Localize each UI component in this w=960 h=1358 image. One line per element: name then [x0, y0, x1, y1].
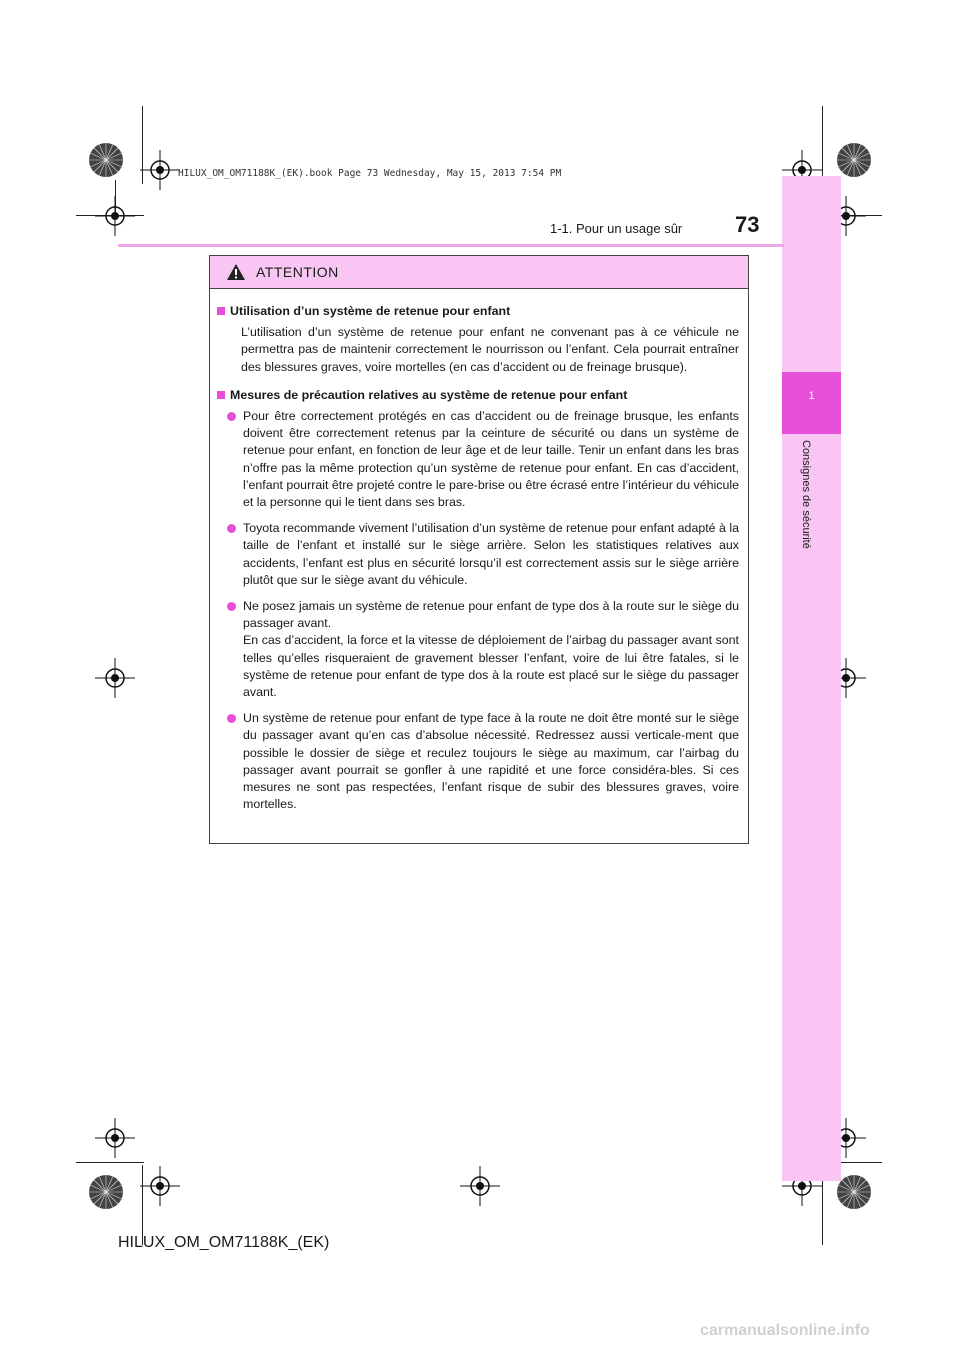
round-bullet-icon	[227, 714, 236, 723]
crop-mark	[76, 1162, 144, 1163]
crop-mark	[822, 106, 823, 184]
sunburst-target-icon	[836, 142, 872, 178]
sunburst-target-icon	[88, 1174, 124, 1210]
section-paragraph: L’utilisation d’un système de retenue pour enfant ne convenant pas à ce véhicule ne permettra pas de maintenir correctement le nourrisson ou l’enfant. Cela pourrait entraîner des blessures graves, voire mortelles (en cas d’accident ou de freinage brusque).	[241, 325, 739, 374]
list-item: Pour être correctement protégés en cas d’accident ou de freinage brusque, les enfants doivent être correctement retenus par la ceinture de sécurité ou dans un système de retenue pour enfant, en fonction de leur âge et de leur taille. Tenir un enfant dans les bras n’offre pas la même protection qu’un système de retenue pour enfant. En cas d’accident, l’enfant pourrait être projeté contre le pare-brise ou être écrasé entre l’intérieur du véhicule et la personne qui le tient dans ses bras.	[227, 408, 741, 511]
square-bullet-icon	[217, 391, 225, 399]
document-id: HILUX_OM_OM71188K_(EK)	[118, 1234, 330, 1251]
header-rule	[118, 244, 784, 247]
list-item: Un système de retenue pour enfant de type face à la route ne doit être monté sur le siège du passager avant qu’en cas d’absolue nécessité. Redressez aussi verticale-ment que possible le dossier de siège et reculez toujours le siège au maximum, car l’airbag du passager avant pourrait se gonfler à une rapidité et une force considéra-bles. Si ces mesures ne sont pas respectées, l’enfant risque de subir des blessures graves, voire mortelles.	[227, 710, 741, 813]
round-bullet-icon	[227, 412, 236, 421]
warning-box	[209, 255, 749, 844]
registration-mark-icon	[95, 658, 135, 698]
chapter-label: Consignes de sécurité	[800, 440, 812, 549]
warning-title: ATTENTION	[256, 264, 339, 280]
registration-mark-icon	[95, 196, 135, 236]
section-title: Utilisation d’un système de retenue pour enfant	[217, 303, 741, 320]
round-bullet-icon	[227, 524, 236, 533]
watermark: carmanualsonline.info	[700, 1322, 870, 1339]
sunburst-target-icon	[836, 1174, 872, 1210]
side-band	[782, 176, 841, 1181]
section-title: Mesures de précaution relatives au système de retenue pour enfant	[217, 387, 741, 404]
list-item-line: Ne posez jamais un système de retenue pour enfant de type dos à la route sur le siège du passager avant.	[243, 599, 739, 631]
book-stamp: HILUX_OM_OM71188K_(EK).book Page 73 Wednesday, May 15, 2013 7:54 PM	[178, 168, 562, 179]
running-head: 1-1. Pour un usage sûr	[550, 221, 683, 236]
warning-header	[210, 256, 748, 289]
warning-body	[210, 289, 748, 813]
registration-mark-icon	[140, 150, 180, 190]
list-item: Toyota recommande vivement l’utilisation d’un système de retenue pour enfant adapté à la taille de l’enfant et installé sur le siège arrière. Selon les statistiques relatives aux accidents, l’enfant est plus en sécurité lorsqu’il est correctement assis sur le siège arrière plutôt que sur le siège avant du véhicule.	[227, 520, 741, 589]
registration-mark-icon	[95, 1118, 135, 1158]
chapter-number: 1	[808, 390, 815, 402]
chapter-tab	[782, 372, 841, 434]
list-item	[227, 598, 741, 701]
list-item-line: En cas d’accident, la force et la vitesse de déploiement de l’airbag du passager avant sont telles qu’elles risqueraient de gravement blesser l’enfant, voire de lui être fatales, si le système de retenue pour enfant de type dos à la route est placé sur le siège du passager avant.	[243, 633, 739, 700]
registration-mark-icon	[140, 1166, 180, 1206]
round-bullet-icon	[227, 602, 236, 611]
page-number: 73	[735, 212, 760, 237]
sunburst-target-icon	[88, 142, 124, 178]
warning-triangle-icon	[226, 263, 246, 281]
square-bullet-icon	[217, 307, 225, 315]
registration-mark-icon	[460, 1166, 500, 1206]
